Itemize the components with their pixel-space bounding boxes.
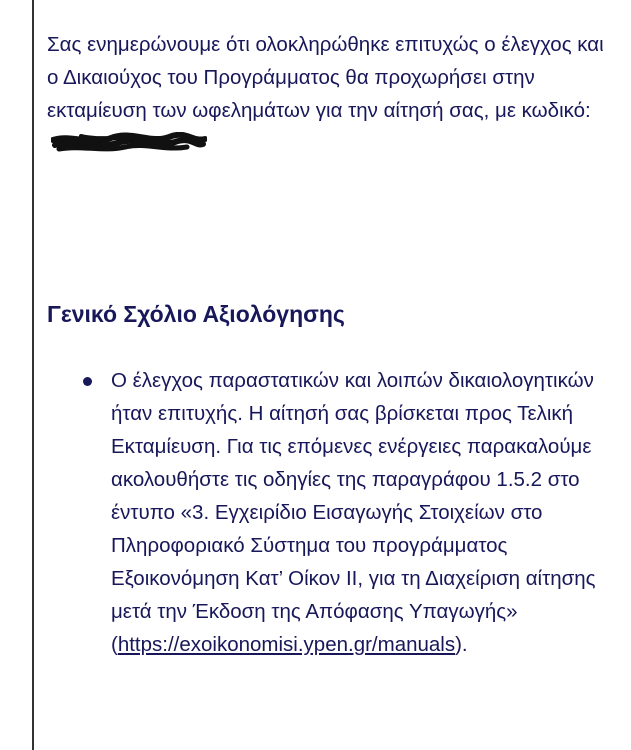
quote-left-border — [32, 0, 34, 750]
list-item — [47, 364, 617, 661]
section-title: Γενικό Σχόλιο Αξιολόγησης — [47, 301, 345, 327]
comment-list — [47, 364, 617, 661]
email-body — [47, 28, 617, 656]
bullet-icon — [83, 377, 92, 386]
intro-paragraph — [47, 28, 617, 160]
manuals-link[interactable]: https://exoikonomisi.ypen.gr/manuals — [117, 633, 456, 656]
intro-text: Σας ενημερώνουμε ότι ολοκληρώθηκε επιτυχώς ο έλεγχος και ο Δικαιούχος του Προγράμματος θα προχωρήσει στην εκταμίευση των ωφελημάτων για την αίτησή σας, με κωδικό: — [47, 33, 604, 122]
bullet-text-end: ). — [455, 633, 468, 656]
bullet-text: Ο έλεγχος παραστατικών και λοιπών δικαιολογητικών ήταν επιτυχής. Η αίτησή σας βρίσκεται προς Τελική Εκταμίευση. Για τις επόμενες ενέργειες παρακαλούμε ακολουθήστε τις οδηγίες της παραγράφου 1.5.2 στο έντυπο «3. Εγχειρίδιο Εισαγωγής Στοιχείων στο Πληροφοριακό Σύστημα του προγράμματος Εξοικονόμηση Κατ’ Οίκον ΙΙ, για τη Διαχείριση αίτησης μετά την Έκδοση της Απόφασης Υπαγωγής» ( — [111, 369, 596, 656]
redacted-application-code — [51, 132, 207, 154]
